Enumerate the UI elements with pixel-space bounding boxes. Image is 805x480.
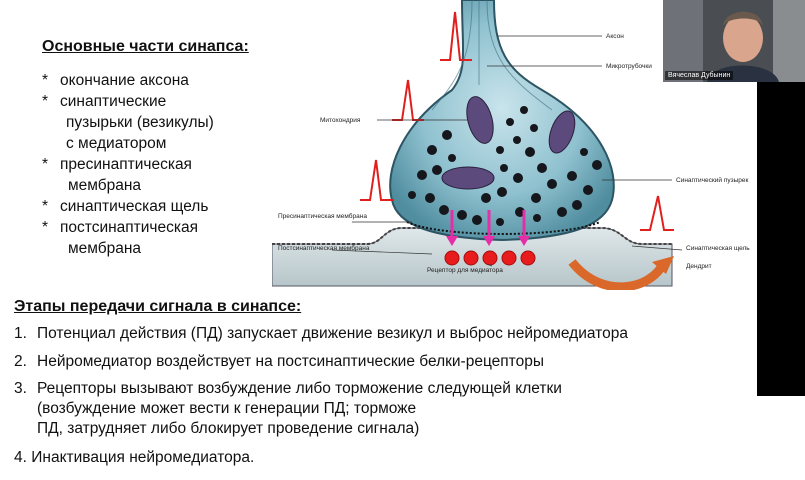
label-axon: Аксон [606,33,624,40]
parts-list [42,70,214,259]
part-item-vesicles [42,91,214,154]
bullet: * [42,93,49,110]
video-tile[interactable] [663,0,805,82]
stage-text: Рецепторы вызывают возбуждение либо торможение следующей клетки [37,380,562,397]
bullet: * [42,156,49,173]
stage-text: Нейромедиатор воздействует на постсинаптические белки-рецепторы [37,353,544,370]
part-line: окончание аксона [60,72,189,89]
participant-name: Вячеслав Дубынин [665,71,733,80]
label-dendrite: Дендрит [686,263,712,270]
parts-title: Основные части синапса: [42,38,249,55]
part-line: мембрана [68,240,142,257]
part-line: с медиатором [66,135,167,152]
stage-item-1 [14,324,628,344]
stages-title: Этапы передачи сигнала в синапсе: [14,298,302,315]
video-strip-background [757,82,805,396]
part-item-postsynaptic [42,217,214,259]
stage-text: Инактивация нейромедиатора. [31,449,255,466]
part-line: мембрана [68,177,142,194]
label-postsynaptic: Постсинаптическая мембрана [278,245,370,252]
stage-item-4 [14,448,254,468]
part-line: пузырьки (везикулы) [66,114,214,131]
stage-item-3 [14,379,562,439]
part-item-axon-ending [42,70,214,91]
part-item-presynaptic [42,154,214,196]
part-line: синаптические [60,93,167,110]
stage-number: 2. [14,353,27,370]
label-presynaptic: Пресинаптическая мембрана [278,213,367,220]
label-vesicle: Синаптический пузырек [676,177,749,184]
bullet: * [42,219,49,236]
bullet: * [42,72,49,89]
stage-number: 4. [14,449,27,466]
part-item-cleft [42,196,214,217]
stage-text: Потенциал действия (ПД) запускает движение везикул и выброс нейромедиатора [37,325,628,342]
label-cleft: Синаптическая щель [686,245,750,252]
stage-number: 3. [14,380,27,397]
part-line: пресинаптическая [60,156,192,173]
participant-video-frame [663,0,805,82]
stage-number: 1. [14,325,27,342]
part-line: постсинаптическая [60,219,199,236]
mitochondrion [442,167,494,189]
bullet: * [42,198,49,215]
label-receptor: Рецептор для медиатора [427,267,503,274]
label-mitochondria: Митохондрия [320,117,361,124]
stage-text-continuation: ПД, затрудняет либо блокирует проведение сигнала) [37,420,420,437]
label-microtubules: Микротрубочки [606,63,652,70]
stage-text-continuation: (возбуждение может вести к генерации ПД; торможе [37,400,417,417]
part-line: синаптическая щель [60,198,209,215]
stage-item-2 [14,352,544,372]
